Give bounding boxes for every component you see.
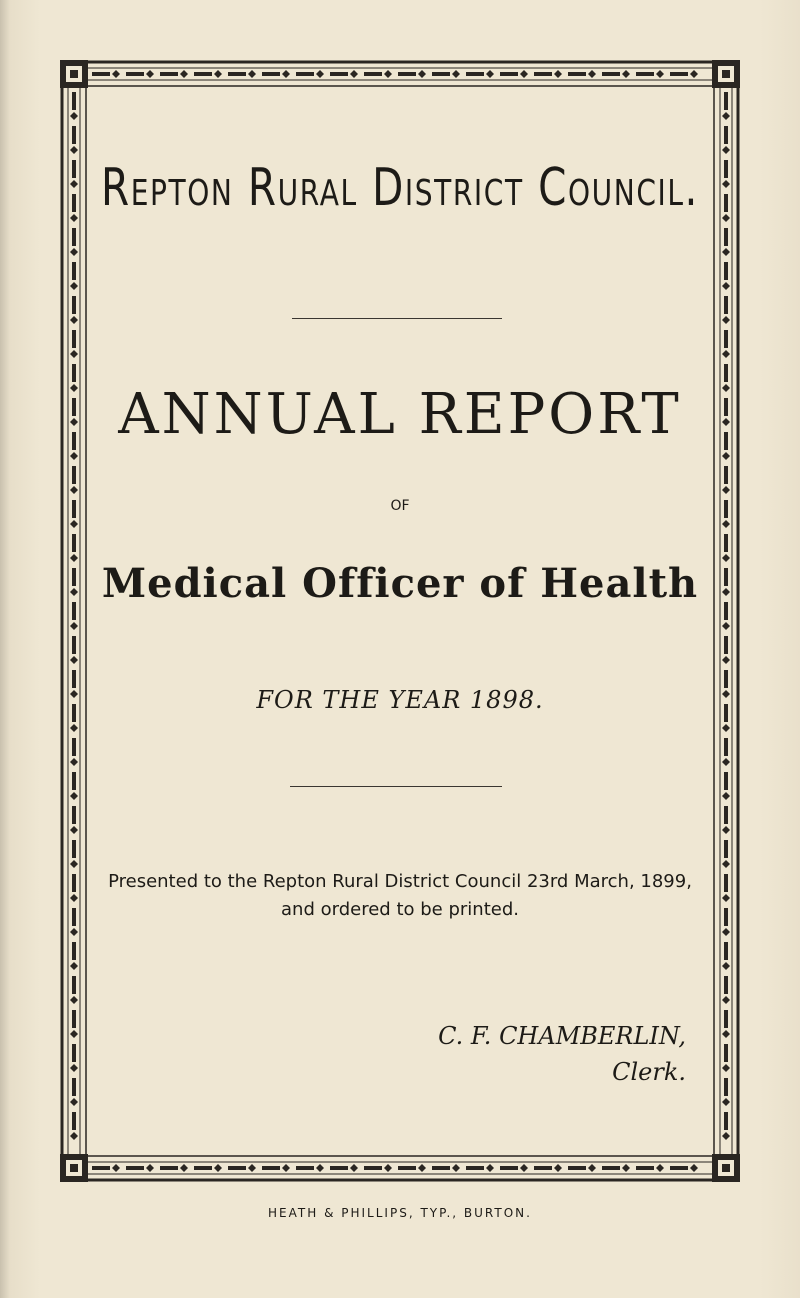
office-title: Medical Officer of Health [101, 560, 699, 607]
border-knot [722, 996, 730, 1004]
border-knot [554, 70, 562, 78]
border-knot [622, 1164, 630, 1172]
border-link [330, 72, 348, 76]
border-knot [70, 758, 78, 766]
border-knot [70, 1064, 78, 1072]
border-knot [316, 1164, 324, 1172]
border-knot [70, 146, 78, 154]
border-knot [722, 486, 730, 494]
border-knot [70, 248, 78, 256]
border-link [568, 1166, 586, 1170]
border-knot [70, 316, 78, 324]
border-link [72, 228, 76, 246]
border-link [466, 72, 484, 76]
border-link [194, 1166, 212, 1170]
border-knot [722, 1132, 730, 1140]
border-link [724, 228, 728, 246]
border-knot [70, 792, 78, 800]
border-link [636, 1166, 654, 1170]
divider-bottom [290, 786, 502, 787]
border-link [432, 1166, 450, 1170]
border-link [72, 194, 76, 212]
border-link [296, 1166, 314, 1170]
border-link [72, 942, 76, 960]
border-link [724, 1010, 728, 1028]
border-knot [70, 724, 78, 732]
border-knot [70, 826, 78, 834]
border-link [262, 1166, 280, 1170]
border-knot [214, 1164, 222, 1172]
border-link [72, 296, 76, 314]
border-link [466, 1166, 484, 1170]
border-link [72, 126, 76, 144]
border-link [398, 1166, 416, 1170]
border-knot [722, 248, 730, 256]
border-link [92, 1166, 110, 1170]
border-link [72, 1112, 76, 1130]
border-knot [722, 180, 730, 188]
border-knot [384, 70, 392, 78]
border-knot [722, 724, 730, 732]
border-link [364, 1166, 382, 1170]
border-knot [486, 70, 494, 78]
border-link [72, 1044, 76, 1062]
border-link [296, 72, 314, 76]
border-link [72, 534, 76, 552]
border-knot [70, 622, 78, 630]
border-link [160, 1166, 178, 1170]
border-link [636, 72, 654, 76]
border-link [724, 942, 728, 960]
border-link [72, 976, 76, 994]
border-knot [520, 1164, 528, 1172]
border-knot [70, 962, 78, 970]
border-link [724, 1112, 728, 1130]
border-link [72, 364, 76, 382]
border-link [72, 330, 76, 348]
of-text: OF [390, 498, 410, 514]
border-knot [656, 70, 664, 78]
signatory-role: Clerk. [612, 1058, 686, 1086]
border-link [724, 840, 728, 858]
border-link [500, 1166, 518, 1170]
border-link [364, 72, 382, 76]
border-knot [70, 282, 78, 290]
border-knot [722, 792, 730, 800]
divider-top [292, 318, 502, 319]
border-knot [722, 520, 730, 528]
border-knot [452, 1164, 460, 1172]
border-link [72, 1078, 76, 1096]
border-knot [656, 1164, 664, 1172]
border-knot [70, 928, 78, 936]
presentation-line-2: and ordered to be printed. [281, 899, 519, 920]
border-knot [722, 860, 730, 868]
border-link [602, 1166, 620, 1170]
border-knot [418, 70, 426, 78]
border-link [228, 1166, 246, 1170]
border-link [724, 194, 728, 212]
border-link [72, 772, 76, 790]
border-link [534, 72, 552, 76]
border-knot [70, 1132, 78, 1140]
border-link [670, 1166, 688, 1170]
border-link [724, 534, 728, 552]
border-knot [350, 70, 358, 78]
border-knot [70, 452, 78, 460]
border-link [72, 92, 76, 110]
border-link [160, 72, 178, 76]
border-knot [350, 1164, 358, 1172]
border-knot [722, 928, 730, 936]
border-link [724, 296, 728, 314]
border-knot [554, 1164, 562, 1172]
border-knot [70, 214, 78, 222]
border-link [72, 738, 76, 756]
border-knot [722, 1098, 730, 1106]
border-knot [486, 1164, 494, 1172]
border-link [72, 262, 76, 280]
border-link [432, 72, 450, 76]
border-link [724, 772, 728, 790]
border-knot [70, 996, 78, 1004]
border-knot [722, 316, 730, 324]
border-knot [146, 70, 154, 78]
border-knot [146, 1164, 154, 1172]
border-link [724, 466, 728, 484]
border-knot [722, 452, 730, 460]
border-knot [588, 1164, 596, 1172]
border-knot [70, 180, 78, 188]
border-knot [722, 214, 730, 222]
presentation-line-1: Presented to the Repton Rural District Council 23rd March, 1899, [108, 871, 692, 892]
border-knot [70, 860, 78, 868]
signature-block [438, 1018, 686, 1090]
border-link [602, 72, 620, 76]
border-link [72, 636, 76, 654]
border-link [724, 330, 728, 348]
border-knot [722, 656, 730, 664]
border-knot [722, 282, 730, 290]
border-knot [452, 70, 460, 78]
border-link [670, 72, 688, 76]
border-knot [112, 1164, 120, 1172]
council-title: Repton Rural District Council. [100, 158, 699, 218]
border-knot [722, 146, 730, 154]
border-knot [418, 1164, 426, 1172]
border-link [126, 72, 144, 76]
border-knot [722, 622, 730, 630]
border-link [72, 840, 76, 858]
presentation-note [0, 868, 800, 924]
border-link [724, 738, 728, 756]
border-link [500, 72, 518, 76]
border-link [724, 806, 728, 824]
border-knot [722, 826, 730, 834]
border-link [724, 1078, 728, 1096]
border-knot [520, 70, 528, 78]
year-line: FOR THE YEAR 1898. [256, 686, 544, 714]
border-link [534, 1166, 552, 1170]
border-knot [282, 1164, 290, 1172]
border-link [724, 976, 728, 994]
border-link [724, 160, 728, 178]
border-knot [180, 70, 188, 78]
border-link [228, 72, 246, 76]
border-knot [70, 1030, 78, 1038]
border-link [262, 72, 280, 76]
border-link [92, 72, 110, 76]
printer-imprint: HEATH & PHILLIPS, TYP., BURTON. [268, 1206, 532, 1220]
border-knot [722, 962, 730, 970]
border-knot [588, 70, 596, 78]
border-knot [690, 1164, 698, 1172]
border-link [724, 636, 728, 654]
border-link [194, 72, 212, 76]
border-knot [622, 70, 630, 78]
border-knot [70, 656, 78, 664]
border-knot [112, 70, 120, 78]
border-link [72, 806, 76, 824]
border-knot [248, 70, 256, 78]
border-knot [316, 70, 324, 78]
border-link [72, 466, 76, 484]
border-knot [70, 350, 78, 358]
border-knot [722, 1030, 730, 1038]
border-knot [248, 1164, 256, 1172]
border-knot [70, 486, 78, 494]
border-link [330, 1166, 348, 1170]
border-link [568, 72, 586, 76]
border-link [724, 92, 728, 110]
border-link [724, 262, 728, 280]
border-link [126, 1166, 144, 1170]
border-knot [384, 1164, 392, 1172]
border-knot [722, 1064, 730, 1072]
border-link [72, 1010, 76, 1028]
border-knot [70, 1098, 78, 1106]
border-link [724, 364, 728, 382]
report-title: ANNUAL REPORT [118, 382, 682, 447]
border-link [398, 72, 416, 76]
border-knot [180, 1164, 188, 1172]
border-knot [722, 112, 730, 120]
border-knot [70, 112, 78, 120]
border-link [724, 1044, 728, 1062]
border-knot [690, 70, 698, 78]
border-knot [722, 758, 730, 766]
border-knot [70, 520, 78, 528]
border-link [72, 160, 76, 178]
border-link [724, 126, 728, 144]
signatory-name: C. F. CHAMBERLIN, [438, 1022, 686, 1050]
border-knot [214, 70, 222, 78]
border-knot [282, 70, 290, 78]
border-knot [722, 350, 730, 358]
